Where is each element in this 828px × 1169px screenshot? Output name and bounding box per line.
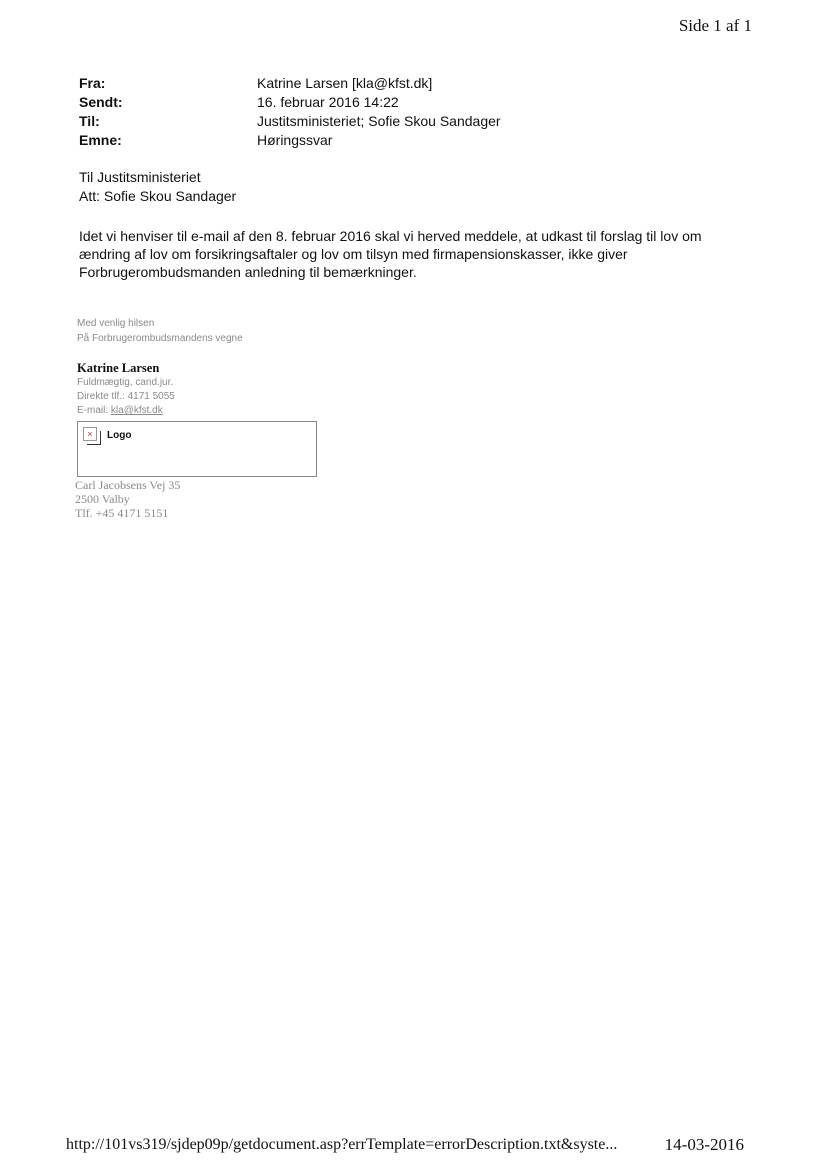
on-behalf-line: På Forbrugerombudsmandens vegne — [77, 333, 243, 344]
signature-phone: Direkte tlf.: 4171 5055 — [77, 391, 175, 402]
address-block — [75, 478, 180, 520]
footer-url: http://101vs319/sjdep09p/getdocument.asp?errTemplate=errorDescription.txt&syste... — [66, 1136, 618, 1153]
logo-placeholder — [77, 421, 317, 477]
email-header — [79, 74, 501, 150]
address-street: Carl Jacobsens Vej 35 — [75, 478, 181, 492]
header-row-sent — [79, 93, 501, 112]
signature-details — [77, 376, 175, 418]
page-number: Side 1 af 1 — [678, 16, 752, 35]
header-label-from: Fra: — [79, 75, 106, 91]
signature-closing — [77, 316, 243, 346]
header-label-to: Til: — [79, 113, 100, 129]
signature-email-line — [77, 404, 175, 418]
header-row-to — [79, 112, 501, 131]
signature-email-prefix: E-mail: — [77, 405, 111, 416]
header-value-to: Justitsministeriet; Sofie Skou Sandager — [257, 113, 501, 129]
greeting-line-recipient: Til Justitsministeriet — [79, 169, 201, 185]
broken-image-icon: × — [83, 427, 97, 441]
address-city: 2500 Valby — [75, 492, 130, 506]
header-value-subject: Høringssvar — [257, 132, 333, 148]
logo-alt-text: Logo — [107, 430, 132, 441]
address-phone: Tlf. +45 4171 5151 — [75, 506, 169, 520]
signature-title: Fuldmægtig, cand.jur. — [77, 377, 174, 388]
header-value-sent: 16. februar 2016 14:22 — [257, 94, 399, 110]
header-row-from — [79, 74, 501, 93]
signature-email-link[interactable]: kla@kfst.dk — [110, 405, 163, 416]
header-row-subject — [79, 131, 501, 150]
closing-line: Med venlig hilsen — [77, 318, 155, 329]
email-body: Idet vi henviser til e-mail af den 8. februar 2016 skal vi herved meddele, at udkast til forslag til lov om ændring af lov om forsikringsaftaler og lov om tilsyn med firmapensionskasser, ikke giver Forbrugerombudsmanden anledning til bemærkninger. — [79, 228, 702, 280]
header-value-from: Katrine Larsen [kla@kfst.dk] — [257, 75, 433, 91]
footer-date: 14-03-2016 — [664, 1135, 744, 1154]
greeting-line-attention: Att: Sofie Skou Sandager — [79, 188, 237, 204]
header-label-sent: Sendt: — [79, 94, 123, 110]
header-label-subject: Emne: — [79, 132, 122, 148]
signature-name: Katrine Larsen — [77, 361, 160, 375]
greeting — [79, 168, 236, 206]
